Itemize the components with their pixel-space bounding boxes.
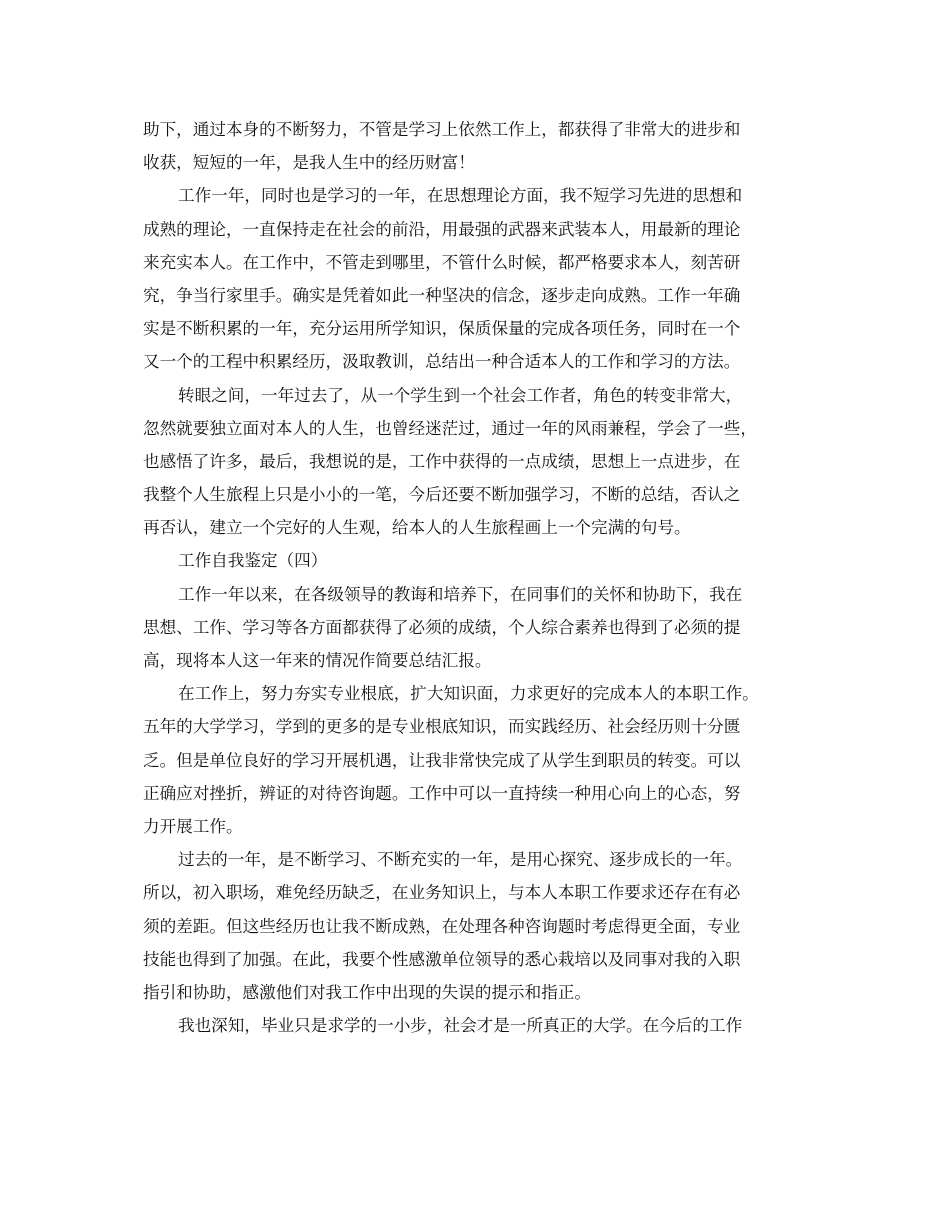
text-line: 究，争当行家里手。确实是凭着如此一种坚决的信念，逐步走向成熟。工作一年确 xyxy=(143,285,741,305)
section-heading: 工作自我鉴定（四） xyxy=(178,551,328,571)
paragraph-start-line: 在工作上，努力夯实专业根底，扩大知识面，力求更好的完成本人的本职工作。 xyxy=(178,684,759,704)
text-line: 思想、工作、学习等各方面都获得了必须的成绩，个人综合素养也得到了必须的提 xyxy=(143,617,741,637)
text-line: 忽然就要独立面对本人的人生，也曾经迷茫过，通过一年的风雨兼程，学会了一些， xyxy=(143,418,757,438)
paragraph-start-line: 我也深知，毕业只是求学的一小步，社会才是一所真正的大学。在今后的工作 xyxy=(178,1016,743,1036)
text-line: 又一个的工程中积累经历，汲取教训，总结出一种合适本人的工作和学习的方法。 xyxy=(143,352,741,372)
text-line: 助下，通过本身的不断努力，不管是学习上依然工作上，都获得了非常大的进步和 xyxy=(143,120,741,139)
text-line: 再否认，建立一个完好的人生观，给本人的人生旅程画上一个完满的句号。 xyxy=(143,518,691,538)
text-line: 也感悟了许多，最后，我想说的是，工作中获得的一点成绩，思想上一点进步，在 xyxy=(143,451,741,471)
text-line: 技能也得到了加强。在此，我要个性感激单位领导的悉心栽培以及同事对我的入职 xyxy=(143,949,741,969)
paragraph-start-line: 工作一年以来，在各级领导的教诲和培养下，在同事们的关怀和协助下，我在 xyxy=(178,584,743,604)
text-line: 所以，初入职场，难免经历缺乏，在业务知识上，与本人本职工作要求还存在有必 xyxy=(143,883,741,903)
paragraph-start-line: 转眼之间，一年过去了，从一个学生到一个社会工作者，角色的转变非常大， xyxy=(178,385,743,405)
text-line: 正确应对挫折，辨证的对待咨询题。工作中可以一直持续一种用心向上的心态，努 xyxy=(143,783,741,803)
text-line: 实是不断积累的一年，充分运用所学知识，保质保量的完成各项任务，同时在一个 xyxy=(143,319,741,339)
text-line: 高，现将本人这一年来的情况作简要总结汇报。 xyxy=(143,651,492,670)
text-line: 我整个人生旅程上只是小小的一笔，今后还要不断加强学习，不断的总结，否认之 xyxy=(143,485,741,505)
paragraph-start-line: 过去的一年，是不断学习、不断充实的一年，是用心探究、逐步成长的一年。 xyxy=(178,850,743,870)
text-line: 五年的大学学习，学到的更多的是专业根底知识，而实践经历、社会经历则十分匮 xyxy=(143,717,741,737)
text-line: 乏。但是单位良好的学习开展机遇，让我非常快完成了从学生到职员的转变。可以 xyxy=(143,750,741,770)
text-line: 指引和协助，感激他们对我工作中出现的失误的提示和指正。 xyxy=(143,982,592,1002)
text-line: 力开展工作。 xyxy=(143,816,243,836)
document-body xyxy=(143,113,819,1042)
paragraph-start-line: 工作一年，同时也是学习的一年，在思想理论方面，我不短学习先进的思想和 xyxy=(178,186,743,206)
text-line: 须的差距。但这些经历也让我不断成熟，在处理各种咨询题时考虑得更全面，专业 xyxy=(143,916,741,936)
text-line: 来充实本人。在工作中，不管走到哪里，不管什么时候，都严格要求本人，刻苦研 xyxy=(143,252,741,272)
text-line: 成熟的理论，一直保持走在社会的前沿，用最强的武器来武装本人，用最新的理论 xyxy=(143,219,741,239)
text-line: 收获，短短的一年，是我人生中的经历财富！ xyxy=(143,153,475,173)
